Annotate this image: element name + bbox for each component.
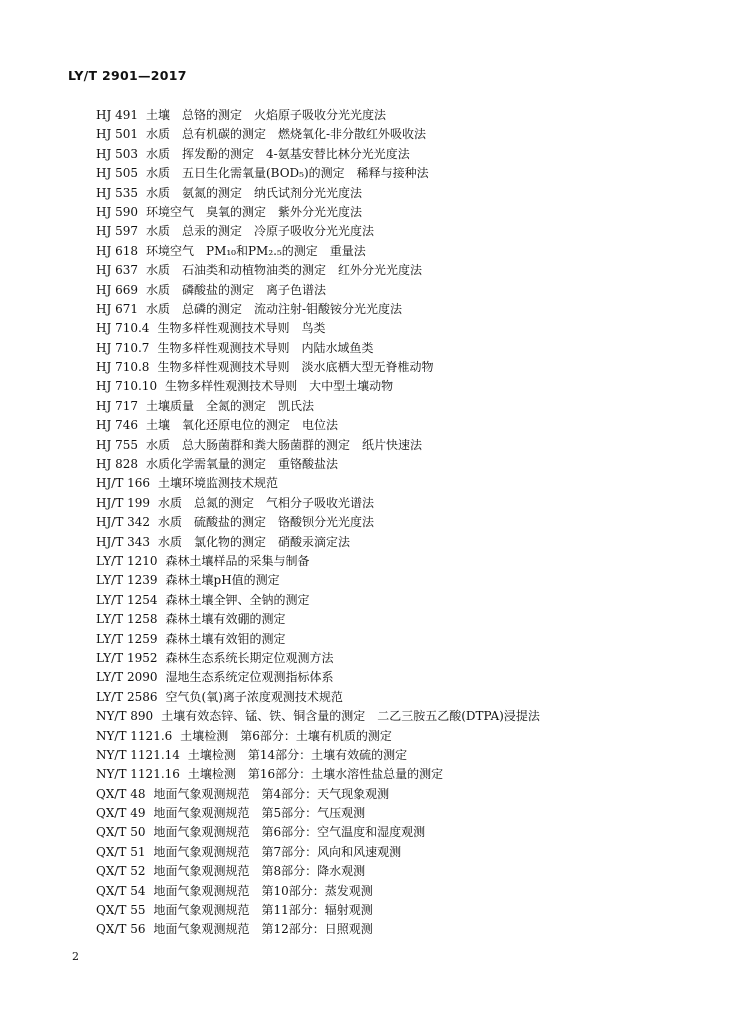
reference-item (96, 455, 696, 474)
reference-title: 环境空气 PM₁₀和PM₂.₅的测定 重量法 (146, 243, 366, 258)
reference-code: NY/T 1121.16 (96, 767, 180, 782)
reference-title: 空气负(氧)离子浓度观测技术规范 (165, 689, 343, 704)
reference-code: NY/T 890 (96, 709, 154, 724)
reference-title: 土壤质量 全氮的测定 凯氏法 (146, 398, 315, 413)
reference-code: QX/T 56 (96, 922, 146, 937)
reference-title: 生物多样性观测技术导则 大中型土壤动物 (165, 379, 394, 394)
reference-item (96, 765, 696, 784)
reference-code: QX/T 51 (96, 844, 146, 859)
reference-item (96, 474, 696, 493)
reference-code: LY/T 1952 (96, 650, 158, 665)
reference-code: LY/T 1210 (96, 553, 158, 568)
reference-item (96, 727, 696, 746)
reference-code: QX/T 48 (96, 786, 146, 801)
reference-code: HJ 597 (96, 224, 138, 239)
reference-code: NY/T 1121.6 (96, 728, 173, 743)
reference-title: 水质 挥发酚的测定 4-氨基安替比林分光光度法 (146, 146, 410, 161)
reference-title: 水质 总磷的测定 流动注射-钼酸铵分光光度法 (146, 301, 403, 316)
reference-code: QX/T 54 (96, 883, 146, 898)
reference-title: 土壤有效态锌、锰、铁、铜含量的测定 二乙三胺五乙酸(DTPA)浸提法 (161, 709, 540, 724)
reference-title: 生物多样性观测技术导则 鸟类 (157, 321, 326, 336)
reference-item (96, 164, 696, 183)
reference-code: QX/T 55 (96, 903, 146, 918)
reference-code: LY/T 2090 (96, 670, 158, 685)
reference-item (96, 862, 696, 881)
reference-title: 水质 氨氮的测定 纳氏试剂分光光度法 (146, 185, 363, 200)
reference-title: 土壤 总铬的测定 火焰原子吸收分光光度法 (146, 108, 387, 122)
reference-item (96, 125, 696, 144)
reference-item (96, 436, 696, 455)
reference-item (96, 339, 696, 358)
reference-code: HJ 637 (96, 263, 138, 278)
reference-title: 水质化学需氧量的测定 重铬酸盐法 (146, 457, 339, 472)
reference-code: LY/T 1258 (96, 612, 158, 627)
reference-item (96, 630, 696, 649)
reference-title: 地面气象观测规范 第12部分：日照观测 (153, 922, 373, 937)
reference-code: HJ 535 (96, 185, 138, 200)
reference-item (96, 610, 696, 629)
reference-title: 森林土壤全钾、全钠的测定 (165, 592, 310, 607)
reference-item (96, 901, 696, 920)
reference-item (96, 707, 696, 726)
reference-item (96, 668, 696, 687)
reference-item (96, 688, 696, 707)
reference-code: HJ 710.4 (96, 321, 150, 336)
reference-code: HJ 669 (96, 282, 138, 297)
reference-item (96, 746, 696, 765)
reference-title: 湿地生态系统定位观测指标体系 (165, 670, 334, 685)
reference-item (96, 920, 696, 939)
reference-title: 森林土壤有效钼的测定 (165, 631, 286, 646)
reference-item (96, 513, 696, 532)
reference-code: HJ 755 (96, 437, 138, 452)
reference-item (96, 300, 696, 319)
reference-title: 生物多样性观测技术导则 内陆水域鱼类 (157, 340, 374, 355)
reference-title: 水质 硫酸盐的测定 铬酸钡分光光度法 (158, 515, 375, 530)
reference-item (96, 882, 696, 901)
reference-title: 水质 总汞的测定 冷原子吸收分光光度法 (146, 224, 375, 239)
reference-item (96, 843, 696, 862)
reference-code: HJ 828 (96, 457, 138, 472)
reference-code: HJ/T 342 (96, 515, 151, 530)
reference-title: 水质 总大肠菌群和粪大肠菌群的测定 纸片快速法 (146, 437, 423, 452)
reference-title: 水质 氯化物的测定 硝酸汞滴定法 (158, 534, 351, 549)
reference-item (96, 533, 696, 552)
reference-title: 地面气象观测规范 第7部分：风向和风速观测 (153, 844, 402, 859)
reference-title: 土壤检测 第6部分：土壤有机质的测定 (180, 728, 392, 743)
reference-item (96, 319, 696, 338)
standard-header: LY/T 2901—2017 (68, 68, 187, 83)
reference-title: 土壤检测 第16部分：土壤水溶性盐总量的测定 (187, 767, 444, 782)
reference-code: LY/T 1254 (96, 592, 158, 607)
reference-code: HJ/T 199 (96, 495, 151, 510)
reference-item (96, 261, 696, 280)
reference-code: HJ 710.8 (96, 360, 150, 375)
reference-code: HJ/T 166 (96, 476, 151, 491)
reference-code: HJ 505 (96, 166, 138, 181)
reference-item (96, 222, 696, 241)
reference-title: 地面气象观测规范 第5部分：气压观测 (153, 806, 366, 821)
reference-code: QX/T 49 (96, 806, 146, 821)
reference-title: 土壤检测 第14部分：土壤有效硫的测定 (187, 747, 408, 762)
reference-item (96, 591, 696, 610)
reference-item (96, 823, 696, 842)
page-number: 2 (72, 950, 79, 963)
reference-item (96, 203, 696, 222)
reference-code: HJ 710.10 (96, 379, 158, 394)
reference-code: HJ 590 (96, 204, 138, 219)
reference-title: 土壤 氧化还原电位的测定 电位法 (146, 418, 339, 433)
reference-title: 水质 五日生化需氧量(BOD₅)的测定 稀释与接种法 (146, 166, 429, 181)
reference-title: 森林土壤有效硼的测定 (165, 612, 286, 627)
reference-item (96, 494, 696, 513)
reference-code: LY/T 2586 (96, 689, 158, 704)
reference-title: 地面气象观测规范 第11部分：辐射观测 (153, 903, 373, 918)
reference-title: 地面气象观测规范 第10部分：蒸发观测 (153, 883, 373, 898)
reference-item (96, 358, 696, 377)
reference-title: 地面气象观测规范 第4部分：天气现象观测 (153, 786, 390, 801)
reference-code: HJ 710.7 (96, 340, 150, 355)
reference-item (96, 184, 696, 203)
reference-item (96, 106, 696, 125)
reference-title: 环境空气 臭氧的测定 紫外分光光度法 (146, 204, 363, 219)
reference-code: HJ 746 (96, 418, 138, 433)
reference-code: LY/T 1239 (96, 573, 158, 588)
reference-item (96, 804, 696, 823)
reference-title: 水质 磷酸盐的测定 离子色谱法 (146, 282, 327, 297)
reference-item (96, 416, 696, 435)
reference-title: 森林土壤pH值的测定 (165, 573, 280, 588)
reference-title: 森林土壤样品的采集与制备 (165, 553, 310, 568)
reference-item (96, 785, 696, 804)
reference-item (96, 242, 696, 261)
reference-title: 森林生态系统长期定位观测方法 (165, 650, 334, 665)
reference-code: QX/T 52 (96, 864, 146, 879)
reference-title: 地面气象观测规范 第8部分：降水观测 (153, 864, 366, 879)
reference-item (96, 377, 696, 396)
reference-code: NY/T 1121.14 (96, 747, 180, 762)
reference-code: HJ 717 (96, 398, 138, 413)
reference-title: 水质 总氮的测定 气相分子吸收光谱法 (158, 495, 375, 510)
reference-item (96, 281, 696, 300)
reference-item (96, 571, 696, 590)
reference-code: HJ 618 (96, 243, 138, 258)
reference-title: 水质 石油类和动植物油类的测定 红外分光光度法 (146, 263, 423, 278)
reference-item (96, 145, 696, 164)
normative-references-list (96, 106, 696, 940)
reference-code: LY/T 1259 (96, 631, 158, 646)
reference-title: 生物多样性观测技术导则 淡水底栖大型无脊椎动物 (157, 360, 434, 375)
reference-code: HJ/T 343 (96, 534, 151, 549)
reference-code: HJ 503 (96, 146, 138, 161)
reference-code: HJ 491 (96, 108, 138, 122)
reference-title: 地面气象观测规范 第6部分：空气温度和湿度观测 (153, 825, 426, 840)
reference-title: 土壤环境监测技术规范 (158, 476, 279, 491)
reference-code: HJ 501 (96, 127, 138, 142)
reference-item (96, 649, 696, 668)
reference-item (96, 552, 696, 571)
reference-title: 水质 总有机碳的测定 燃烧氧化-非分散红外吸收法 (146, 127, 427, 142)
reference-item (96, 397, 696, 416)
reference-code: HJ 671 (96, 301, 138, 316)
reference-code: QX/T 50 (96, 825, 146, 840)
